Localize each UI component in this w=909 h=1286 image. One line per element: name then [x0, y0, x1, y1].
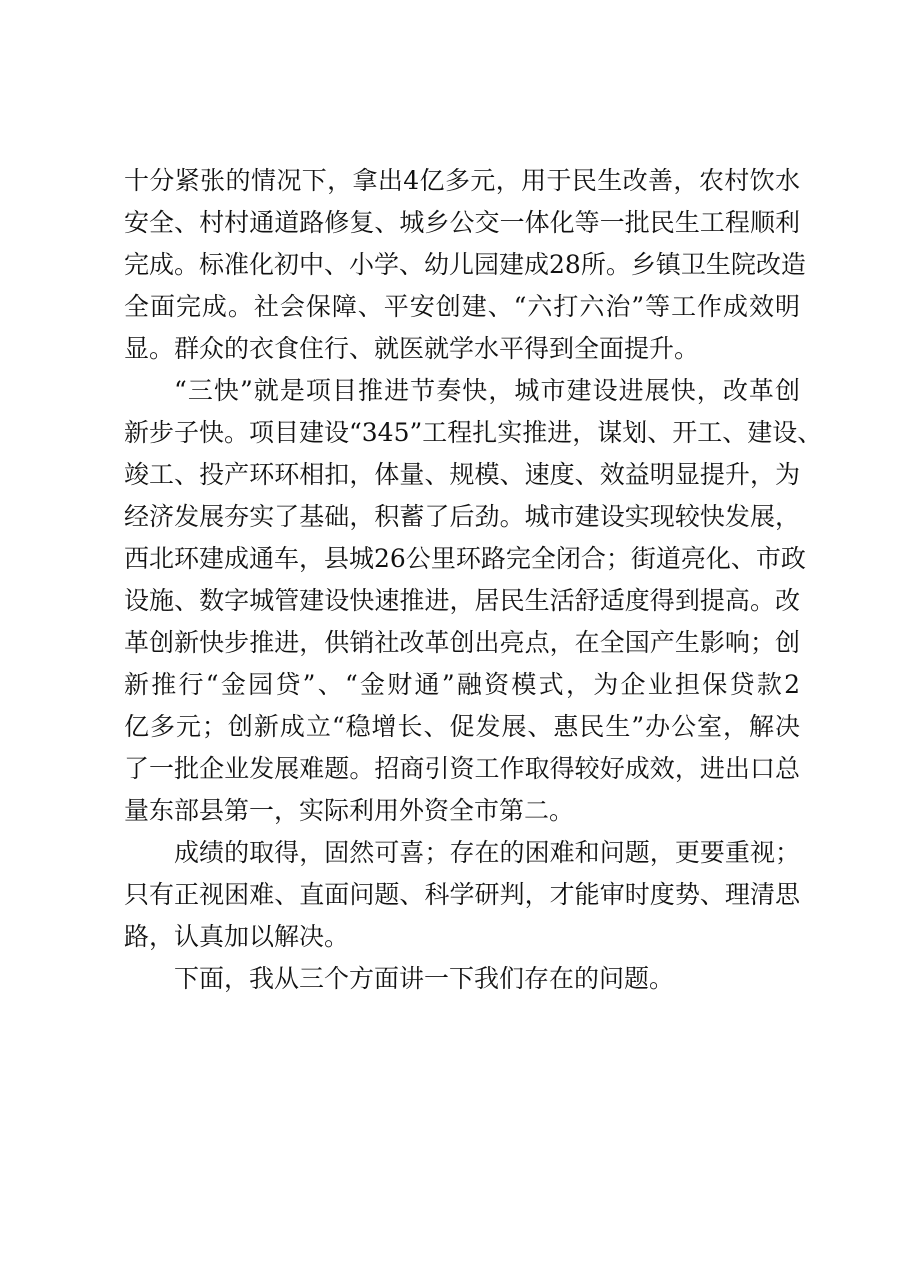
text-line: 亿多元；创新成立“稳增长、促发展、惠民生”办公室，解决: [124, 712, 800, 741]
paragraph-1: [124, 160, 806, 370]
text-line: 新步子快。项目建设“345”工程扎实推进，谋划、开工、建设、: [124, 418, 823, 447]
text-line: 经济发展夯实了基础，积蓄了后劲。城市建设实现较快发展，: [124, 502, 800, 531]
document-body: [124, 160, 823, 1000]
text-line: 革创新快步推进，供销社改革创出亮点，在全国产生影响；创: [124, 628, 800, 657]
text-line: 显。群众的衣食住行、就医就学水平得到全面提升。: [124, 334, 700, 363]
text-line: 设施、数字城管建设快速推进，居民生活舒适度得到提高。改: [124, 586, 800, 615]
text-line: 只有正视困难、直面问题、科学研判，才能审时度势、理清思: [124, 880, 800, 909]
paragraph-3: [124, 832, 800, 958]
text-line: 十分紧张的情况下，拿出4亿多元，用于民生改善，农村饮水: [124, 166, 800, 195]
text-line: 成绩的取得，固然可喜；存在的困难和问题，更要重视；: [174, 838, 800, 867]
text-line: 路，认真加以解决。: [124, 922, 350, 951]
text-line: 下面，我从三个方面讲一下我们存在的问题。: [174, 964, 675, 993]
text-line: 了一批企业发展难题。招商引资工作取得较好成效，进出口总: [124, 754, 800, 783]
text-line: 西北环建成通车，县城26公里环路完全闭合；街道亮化、市政: [124, 544, 806, 573]
text-line: 完成。标准化初中、小学、幼儿园建成28所。乡镇卫生院改造: [124, 250, 806, 279]
paragraph-4: [124, 958, 800, 1000]
text-line: 量东部县第一，实际利用外资全市第二。: [124, 796, 575, 825]
text-line: 竣工、投产环环相扣，体量、规模、速度、效益明显提升，为: [124, 460, 800, 489]
text-line: 全面完成。社会保障、平安创建、“六打六治”等工作成效明: [124, 292, 800, 321]
text-line: “三快”就是项目推进节奏快，城市建设进展快，改革创: [174, 376, 800, 405]
text-line: 安全、村村通道路修复、城乡公交一体化等一批民生工程顺利: [124, 208, 800, 237]
text-line: 新推行“金园贷”、“金财通”融资模式，为企业担保贷款2: [124, 670, 800, 699]
paragraph-2: [124, 370, 823, 832]
